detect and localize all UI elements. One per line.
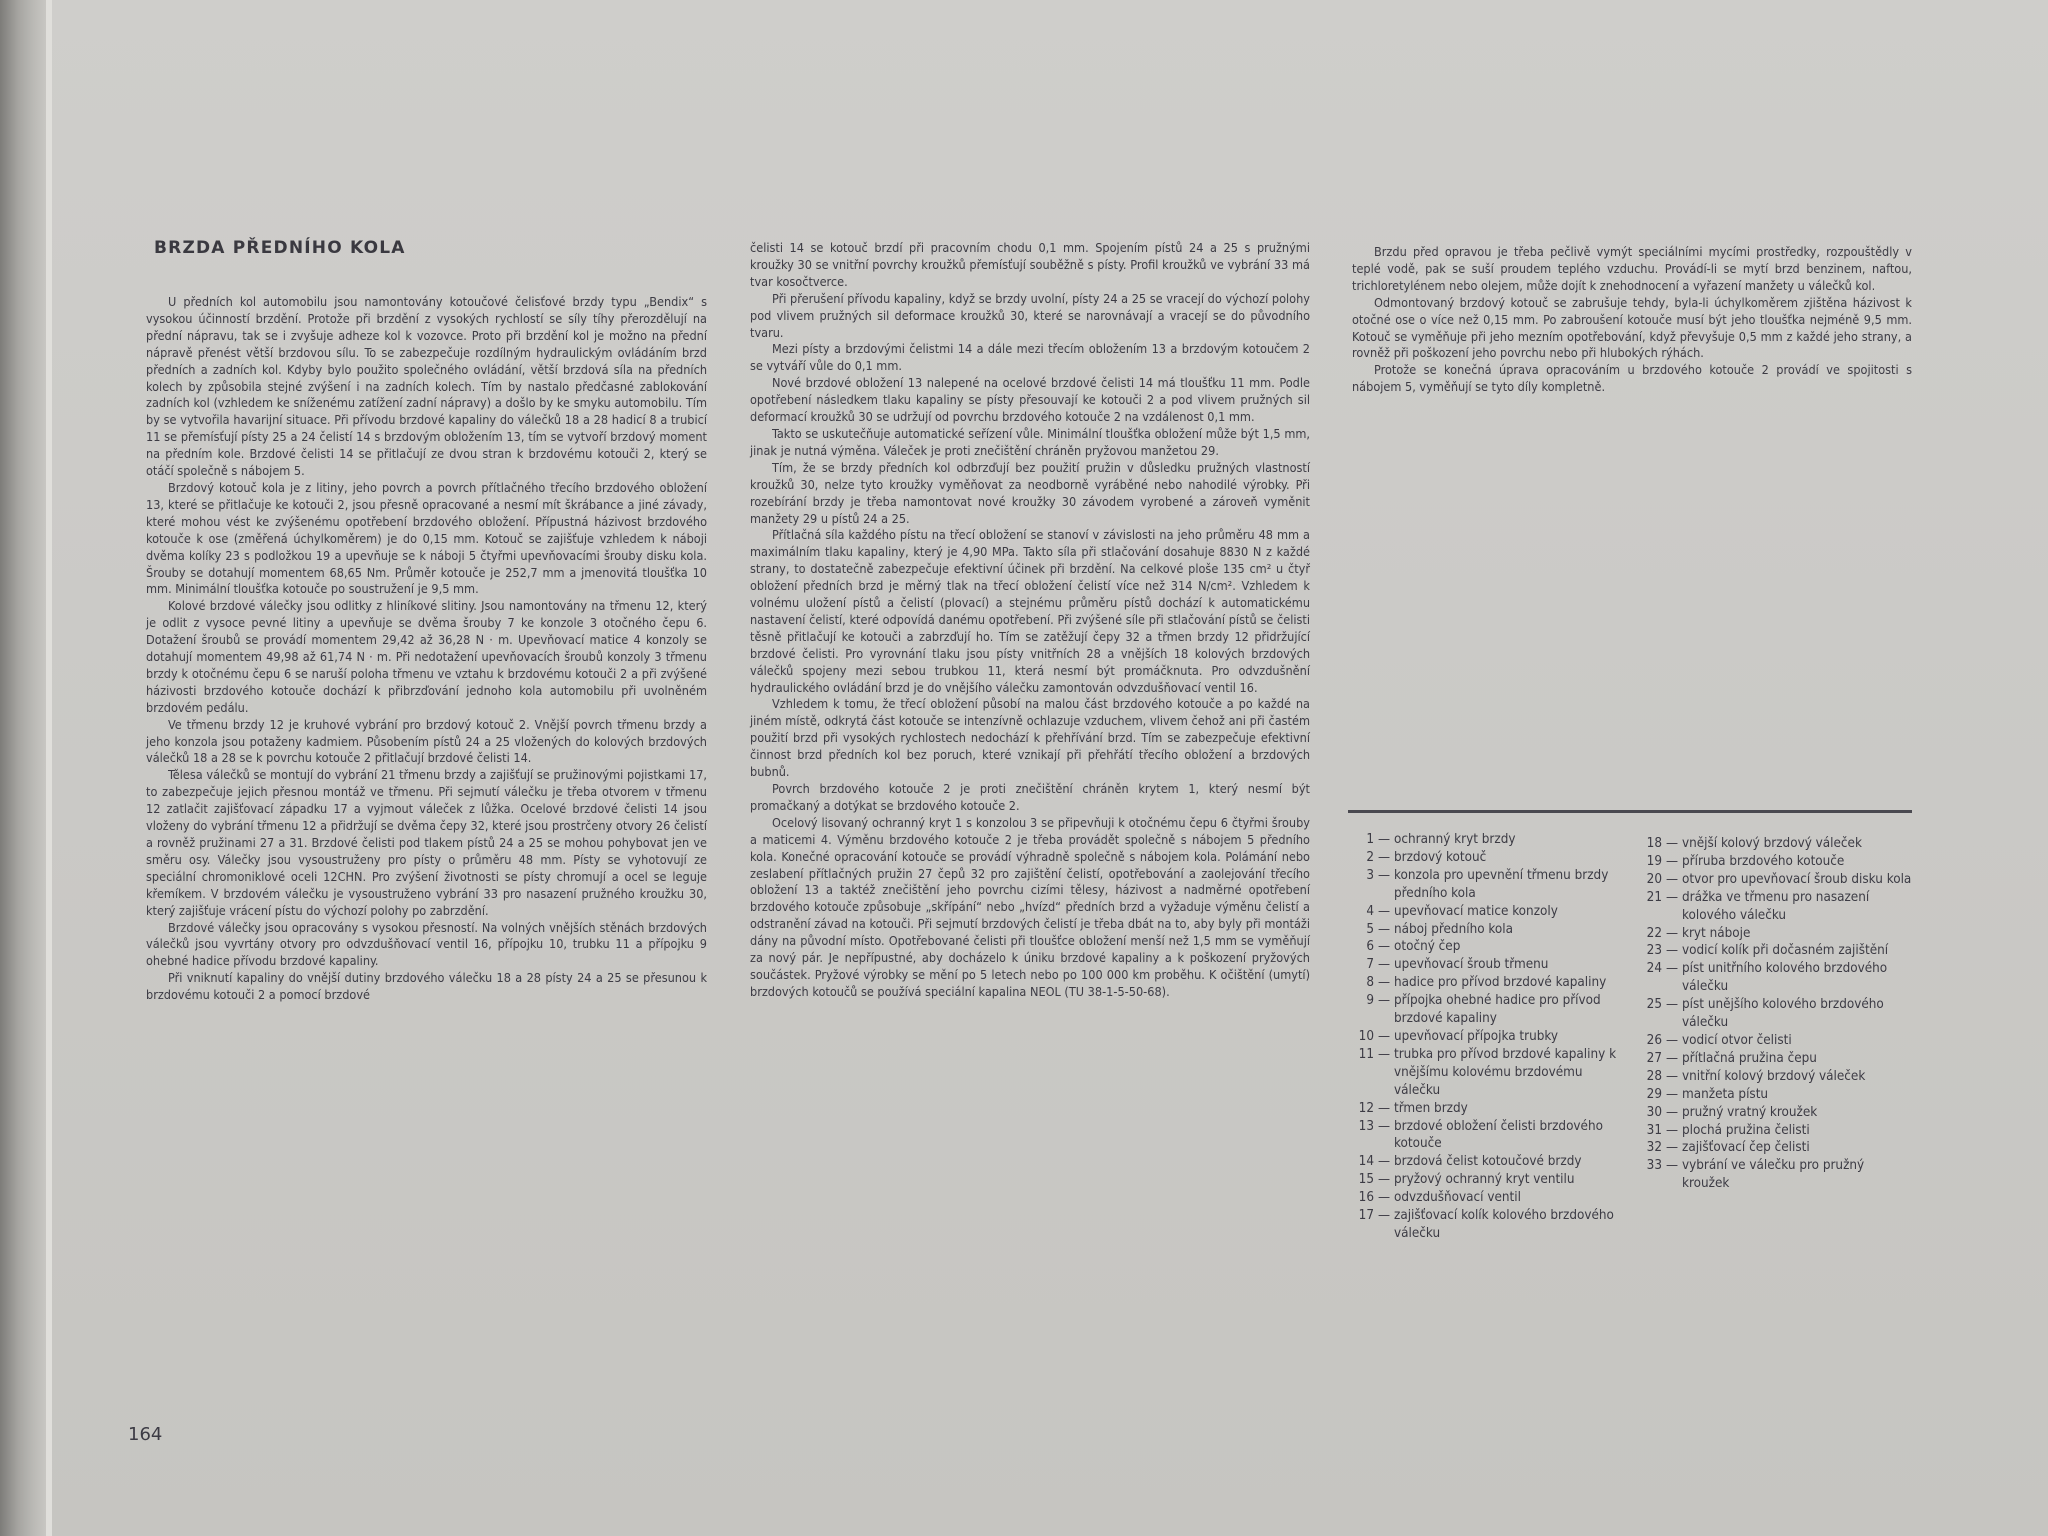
legend-item: 3 — konzola pro upevnění třmenu brzdy předního kola [1366, 867, 1609, 901]
paragraph: čelisti 14 se kotouč brzdí při pracovním chodu 0,1 mm. Spojením pístů 24 a 25 s pružnými kroužky 30 se vnitřní povrchy kroužků přemísťují souběžně s písty. Profil kroužků ve vybrání 33 má tvar kosočtverce. [750, 240, 1310, 289]
legend-item: 5 — náboj předního kola [1366, 921, 1513, 937]
legend-item: 23 — vodicí kolík při dočasném zajištění [1646, 943, 1889, 959]
legend-item: 12 — třmen brzdy [1358, 1100, 1468, 1116]
paragraph: Brzdový kotouč kola je z litiny, jeho povrch a povrch přítlačného třecího brzdového obložení 13, které se přitlačuje ke kotouči 2, jsou přesně opracované a nesmí mít škrábance a jiné závady, které mohou vést ke zvýšenému opotřebení brzdového obložení. Přípustná házivost brzdového kotouče k ose (změřená úchylkoměrem) je do 0,15 mm. Kotouč se zajišťuje vzhledem k náboji dvěma kolíky 23 s podložkou 19 a upevňuje se k náboji 5 čtyřmi upevňovacími šrouby disku kola. Šrouby se dotahují momentem 68,65 Nm. Průměr kotouče je 252,7 mm a jmenovitá tloušťka 10 mm. Minimální tloušťka kotouče po soustružení je 9,5 mm. [146, 479, 707, 597]
book-binding [0, 0, 46, 1536]
legend-item: 17 — zajišťovací kolík kolového brzdového válečku [1358, 1208, 1614, 1241]
legend-item: 31 — plochá pružina čelisti [1646, 1122, 1810, 1138]
paragraph: Kolové brzdové válečky jsou odlitky z hliníkové slitiny. Jsou namontovány na třmenu 12, který je odlit z vysoce pevné litiny a upevňuje se dvěma šrouby 7 ke konzole 3 otočného čepu 6. Dotažení šroubů se provádí momentem 29,42 až 36,28 N · m. Upevňovací matice 4 konzoly se dotahují momentem 49,98 až 61,74 N · m. Při nedotažení upevňovacích šroubů konzoly 3 třmenu brzdy k otočnému čepu 6 se naruší poloha třmenu ve vztahu k brzdovému kotouči 2 a při zvýšené házivosti brzdového kotouče dochází k přibrzďování jednoho kola automobilu při uvolněném brzdovém pedálu. [146, 598, 707, 715]
legend-item: 27 — přítlačná pružina čepu [1646, 1050, 1817, 1066]
text-column-3 [1352, 244, 1912, 396]
legend-item: 2 — brzdový kotouč [1366, 849, 1487, 865]
legend-item: 24 — píst unitřního kolového brzdového válečku [1646, 961, 1888, 995]
legend-divider [1348, 810, 1912, 813]
legend-item: 19 — příruba brzdového kotouče [1646, 853, 1845, 869]
legend-item: 11 — trubka pro přívod brzdové kapaliny k vnějšímu kolovému brzdovému válečku [1358, 1046, 1617, 1098]
paragraph: Brzdové válečky jsou opracovány s vysokou přesností. Na volných vnějších stěnách brzdových válečků jsou vyvrtány otvory pro odvzdušňovací ventil 16, přípojku 10, trubku 11 a přípojku 9 ohebné hadice přívodu brzdové kapaliny. [146, 919, 707, 969]
paragraph: Protože se konečná úprava opracováním u brzdového kotouče 2 provádí ve spojitosti s nábojem 5, vyměňují se tyto díly kompletně. [1352, 362, 1912, 395]
legend-item: 21 — drážka ve třmenu pro nasazení kolového válečku [1646, 889, 1870, 923]
paragraph: Mezi písty a brzdovými čelistmi 14 a dále mezi třecím obložením 13 a brzdovým kotoučem 2 se vytváří vůle do 0,1 mm. [750, 341, 1310, 374]
paragraph: Brzdu před opravou je třeba pečlivě vymýt speciálními mycími prostředky, rozpouštědly v teplé vodě, pak se suší proudem teplého vzduchu. Provádí-li se mytí brzd benzinem, naftou, trichloretylénem nebo olejem, může dojít k znehodnocení a vyřazení manžety u válečků kol. [1352, 244, 1912, 293]
text-column-2 [750, 240, 1310, 1001]
legend-item: 6 — otočný čep [1366, 939, 1461, 955]
parts-legend-right [1640, 835, 1912, 1193]
legend-item: 32 — zajišťovací čep čelisti [1646, 1140, 1810, 1156]
page-number: 164 [128, 1424, 163, 1445]
paragraph: Tím, že se brzdy předních kol odbrzďují bez použití pružin v důsledku pružných vlastností kroužků 30, nelze tyto kroužky vyměňovat za neodborně vyráběné nebo nahodilé výrobky. Při rozebírání brzdy je třeba namontovat nové kroužky 30 závodem vyrobené a zároveň vyměnit manžety 29 u pístů 24 a 25. [750, 459, 1310, 526]
legend-item: 18 — vnější kolový brzdový váleček [1646, 836, 1862, 851]
paragraph: Ocelový lisovaný ochranný kryt 1 s konzolou 3 se připevňuji k otočnému čepu 6 čtyřmi šrouby a maticemi 4. Výměnu brzdového kotouče 2 je třeba provádět společně s nábojem 5 předního kola. Konečné opracování kotouče se provádí výhradně společně s nábojem kola. Polámání nebo zeslabení přítlačných pružin 27 čepů 32 pro zajištění čelistí, opotřebování a zaolejování třecího obložení 13 a taktéž znečištění jeho povrchu cizími tělesy, házivost a nadměrné opotřebení brzdového kotouče způsobuje „skřípání“ nebo „hvízd“ předních brzd a vyžaduje výměnu čelistí a odstranění závad na kotouči. Při sejmutí brzdových čelistí je třeba dbát na to, aby byly při montáži dány na původní místo. Opotřebované čelisti při tloušťce obložení menší než 1,5 mm se vyměňují za nový pár. Je nepřípustné, aby docházelo k úniku brzdové kapaliny a k poškození pryžových součástek. Pryžové výrobky se mění po 5 letech nebo po 100 000 km proběhu. K očištění (umytí) brzdových kotoučů se používá speciální kapalina NEOL (TU 38-1-5-50-68). [750, 814, 1310, 999]
paragraph: Povrch brzdového kotouče 2 je proti znečištění chráněn krytem 1, který nesmí být promačkaný a dotýkat se brzdového kotouče 2. [750, 781, 1310, 813]
legend-item: 16 — odvzdušňovací ventil [1358, 1190, 1521, 1206]
legend-item: 14 — brzdová čelist kotoučové brzdy [1358, 1154, 1582, 1170]
legend-item: 1 — ochranný kryt brzdy [1366, 832, 1516, 847]
parts-legend-left [1352, 831, 1620, 1243]
section-title: BRZDA PŘEDNÍHO KOLA [154, 238, 406, 258]
legend-item: 28 — vnitřní kolový brzdový váleček [1646, 1068, 1866, 1084]
paragraph: Vzhledem k tomu, že třecí obložení působí na malou část brzdového kotouče a po každé na jiném místě, odkrytá část kotouče se intenzívně ochlazuje vzduchem, vlivem čehož ani při častém použití brzd při vysokých rychlostech nedochází k přehřívání brzd. Tím se zabezpečuje efektivní činnost brzd předních kol bez poruch, které vznikají při přehřátí třecího obložení a brzdových bubnů. [750, 696, 1310, 780]
legend-item: 26 — vodicí otvor čelisti [1646, 1032, 1792, 1048]
legend-item: 13 — brzdové obložení čelisti brzdového kotouče [1358, 1118, 1603, 1152]
paragraph: Odmontovaný brzdový kotouč se zabrušuje tehdy, byla-li úchylkoměrem zjištěna házivost k otočné ose o více než 0,15 mm. Po zabroušení kotouče musí být jeho tloušťka nejméně 9,5 mm. Kotouč se vyměňuje při jeho mezním opotřebování, když převyšuje 0,5 mm z každé jeho strany, a rovněž při poškození jeho povrchu nebo při hlubokých rýhách. [1352, 294, 1912, 361]
legend-item: 33 — vybrání ve válečku pro pružný kroužek [1646, 1158, 1865, 1192]
legend-item: 20 — otvor pro upevňovací šroub disku kola [1646, 871, 1912, 887]
legend-item: 10 — upevňovací přípojka trubky [1358, 1028, 1558, 1044]
paragraph: Přítlačná síla každého pístu na třecí obložení se stanoví v závislosti na jeho průměru 48 mm a maximálním tlaku kapaliny, který je 4,90 MPa. Takto síla při stlačování dosahuje 8830 N z každé strany, to dostatečně zabezpečuje efektivní účinek při brzdění. Na celkové ploše 135 cm² u čtyř obložení předních brzd je měrný tlak na třecí obložení čelistí více než 314 N/cm². Vzhledem k volnému uložení pístů a čelistí (plovací) a stejnému průměru pístů dochází k automatickému nastavení čelistí, které odpovídá danému opotřebení. Při zvýšené síle při stlačování pístů se čelisti těsně přitlačují ke kotouči a zabrzďují ho. Tím se zatěžují čepy 32 a třmen brzdy 12 přidržující brzdové čelisti. Pro vyrovnání tlaku jsou písty vnitřních 28 a vnějších 18 kolových brzdových válečků spojeny mezi sebou trubkou 11, která nesmí být promáčknuta. Pro odvzdušnění hydraulického ovládání brzd je do vnějšího válečku zamontován odvzdušňovací ventil 16. [750, 527, 1310, 695]
legend-item: 9 — přípojka ohebné hadice pro přívod brzdové kapaliny [1366, 993, 1601, 1027]
text-column-1 [146, 294, 707, 1004]
paragraph: Nové brzdové obložení 13 nalepené na ocelové brzdové čelisti 14 má tloušťku 11 mm. Podle opotřebení následkem tlaku kapaliny se písty přesouvají ke kotouči 2 a pod vlivem pružných sil deformací kroužků 30 se udržují od povrchu brzdového kotouče 2 na vzdálenost 0,1 mm. [750, 375, 1310, 425]
paragraph: Takto se uskutečňuje automatické seřízení vůle. Minimální tloušťka obložení může být 1,5 mm, jinak je nutná výměna. Váleček je proti znečištění chráněn pryžovou manžetou 29. [750, 425, 1310, 458]
legend-item: 7 — upevňovací šroub třmenu [1366, 957, 1549, 973]
legend-item: 30 — pružný vratný kroužek [1646, 1104, 1818, 1120]
paragraph: Při vniknutí kapaliny do vnější dutiny brzdového válečku 18 a 28 písty 24 a 25 se přesunou k brzdovému kotouči 2 a pomocí brzdové [146, 970, 707, 1003]
paragraph: U předních kol automobilu jsou namontovány kotoučové čelisťové brzdy typu „Bendix“ s vysokou účinností brzdění. Protože při brzdění z vysokých rychlostí se síly tíhy přerozdělují na přední nápravu, tak se i zvyšuje adheze kol k vozovce. Proto při brzdění kol je možno na přední nápravě přenést větší brzdovou sílu. To se zabezpečuje rozdílným hydraulickým ovládáním brzd předních a zadních kol. Kdyby bylo použito společného ovládání, větší brzdová síla na předních kolech by způsobila stejné zvýšení i na zadních kolech. Tím by nastalo předčasné zablokování zadních kol (vzhledem ke sníženému zatížení zadní nápravy) a došlo by ke smyku automobilu. Tím by se vytvořila havarijní situace. Při přívodu brzdové kapaliny do válečků 18 a 28 hadicí 8 a trubicí 11 se přemísťují písty 25 a 24 čelistí 14 s brzdovým obložením 13, tím se vytvoří brzdový moment na předním kole. Brzdové čelisti 14 se přitlačují ze dvou stran k brzdovému kotouči 2, který se otáčí společně s nábojem 5. [146, 294, 707, 479]
legend-item: 4 — upevňovací matice konzoly [1366, 903, 1558, 919]
legend-item: 15 — pryžový ochranný kryt ventilu [1358, 1172, 1575, 1188]
legend-item: 29 — manžeta pístu [1646, 1086, 1769, 1102]
paragraph: Při přerušení přívodu kapaliny, když se brzdy uvolní, písty 24 a 25 se vracejí do výchozí polohy pod vlivem pružných sil deformace kroužků 30, které se narovnávají a vracejí se do původního tvaru. [750, 290, 1310, 340]
legend-item: 25 — píst unějšího kolového brzdového válečku [1646, 997, 1884, 1031]
paragraph: Ve třmenu brzdy 12 je kruhové vybrání pro brzdový kotouč 2. Vnější povrch třmenu brzdy a jeho konzola jsou potaženy kadmiem. Působením pístů 24 a 25 vložených do kolových brzdových válečků 18 a 28 se k povrchu kotouče 2 přitlačují brzdové čelisti 14. [146, 716, 707, 766]
legend-item: 22 — kryt náboje [1646, 925, 1751, 941]
paragraph: Tělesa válečků se montují do vybrání 21 třmenu brzdy a zajišťují se pružinovými pojistkami 17, to zabezpečuje jejich přesnou montáž ve třmenu. Při sejmutí válečku je třeba otvorem v třmenu 12 zatlačit zajišťovací západku 17 a vyjmout váleček z lůžka. Ocelové brzdové čelisti 14 jsou vloženy do vybrání třmenu 12 a přidržují se dvěma čepy 32, které jsou prostrčeny otvory 26 čelistí a rovněž pružinami 27 a 31. Brzdové čelisti pod tlakem pístů 24 a 25 se mohou pohybovat jen ve směru osy. Válečky jsou vysoustruženy pro písty o průměru 48 mm. Písty se vyhotovují ze speciální chromoniklové oceli 12CHN. Pro zvýšení životnosti se písty chromují a ocel se leguje křemíkem. V brzdovém válečku je vysoustruženo vybrání 33 pro nasazení pružného kroužku 30, který zajišťuje vrácení pístu do výchozí polohy po zabrzdění. [146, 767, 707, 918]
legend-item: 8 — hadice pro přívod brzdové kapaliny [1366, 975, 1607, 991]
